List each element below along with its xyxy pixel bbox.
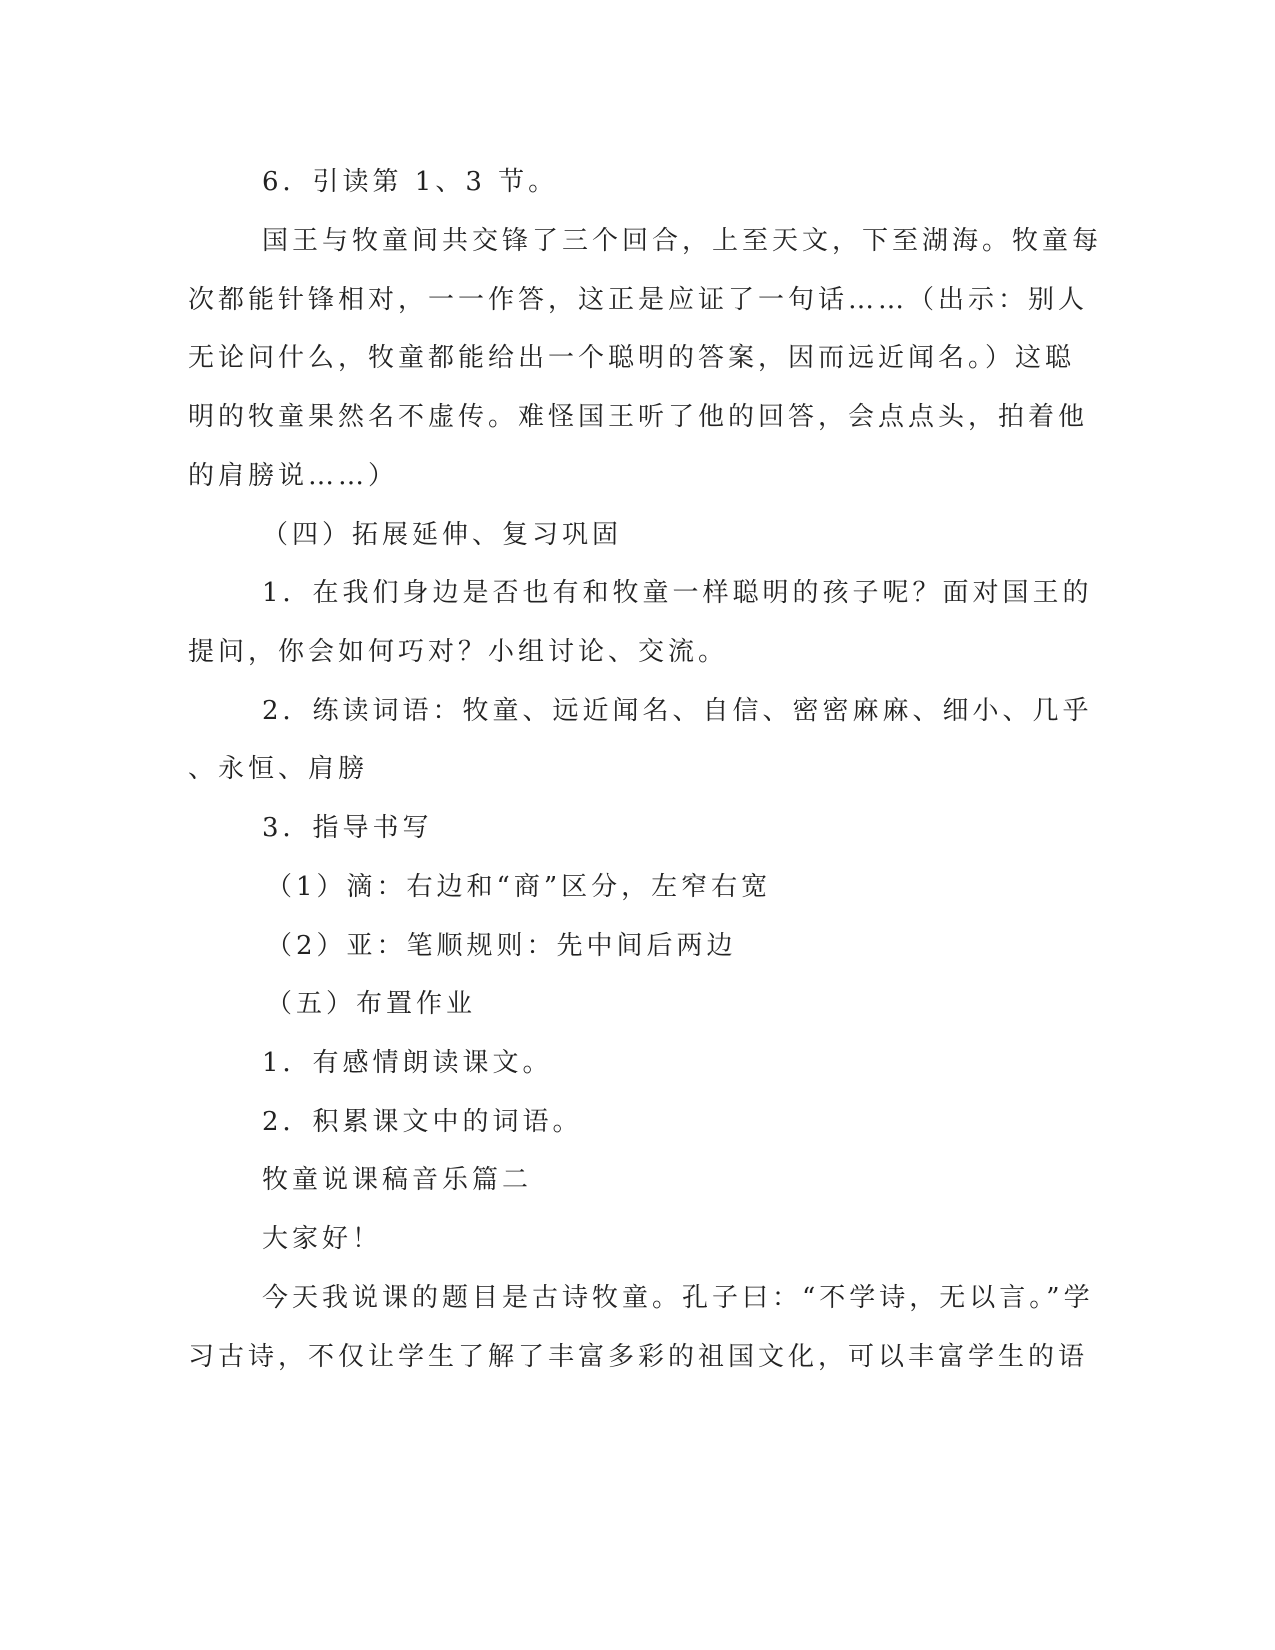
article-title: 牧童说课稿音乐篇二: [262, 1165, 533, 1195]
paragraph-line: 6．引读第 1、3 节。: [262, 167, 559, 197]
section-heading: （五）布置作业: [266, 989, 477, 1019]
paragraph-line: 2．积累课文中的词语。: [262, 1107, 583, 1137]
paragraph-line: 1．在我们身边是否也有和牧童一样聪明的孩子呢？面对国王的: [262, 578, 1093, 608]
paragraph-line: 、永恒、肩膀: [188, 754, 369, 784]
paragraph-line: 今天我说课的题目是古诗牧童。孔子曰：“不学诗，无以言。”学: [262, 1283, 1094, 1313]
paragraph-line: 1．有感情朗读课文。: [262, 1048, 553, 1078]
section-heading: （四）拓展延伸、复习巩固: [262, 520, 623, 550]
paragraph-line: 提问，你会如何巧对？小组讨论、交流。: [188, 637, 729, 667]
paragraph-line: 2．练读词语：牧童、远近闻名、自信、密密麻麻、细小、几乎: [262, 696, 1093, 726]
paragraph-line: 无论问什么，牧童都能给出一个聪明的答案，因而远近闻名。）这聪: [188, 343, 1076, 373]
paragraph-line: 大家好！: [262, 1224, 383, 1254]
paragraph-line: （1）滴：右边和“商”区分，左窄右宽: [266, 872, 772, 902]
paragraph-line: 明的牧童果然名不虚传。难怪国王听了他的回答，会点点头，拍着他: [188, 402, 1089, 432]
paragraph-line: 习古诗，不仅让学生了解了丰富多彩的祖国文化，可以丰富学生的语: [188, 1342, 1089, 1372]
paragraph-line: 次都能针锋相对，一一作答，这正是应证了一句话……（出示：别人: [188, 285, 1089, 315]
paragraph-line: 国王与牧童间共交锋了三个回合，上至天文，下至湖海。牧童每: [262, 226, 1103, 256]
paragraph-line: （2）亚：笔顺规则：先中间后两边: [266, 931, 737, 961]
paragraph-line: 的肩膀说……）: [188, 461, 399, 491]
paragraph-line: 3．指导书写: [262, 813, 433, 843]
